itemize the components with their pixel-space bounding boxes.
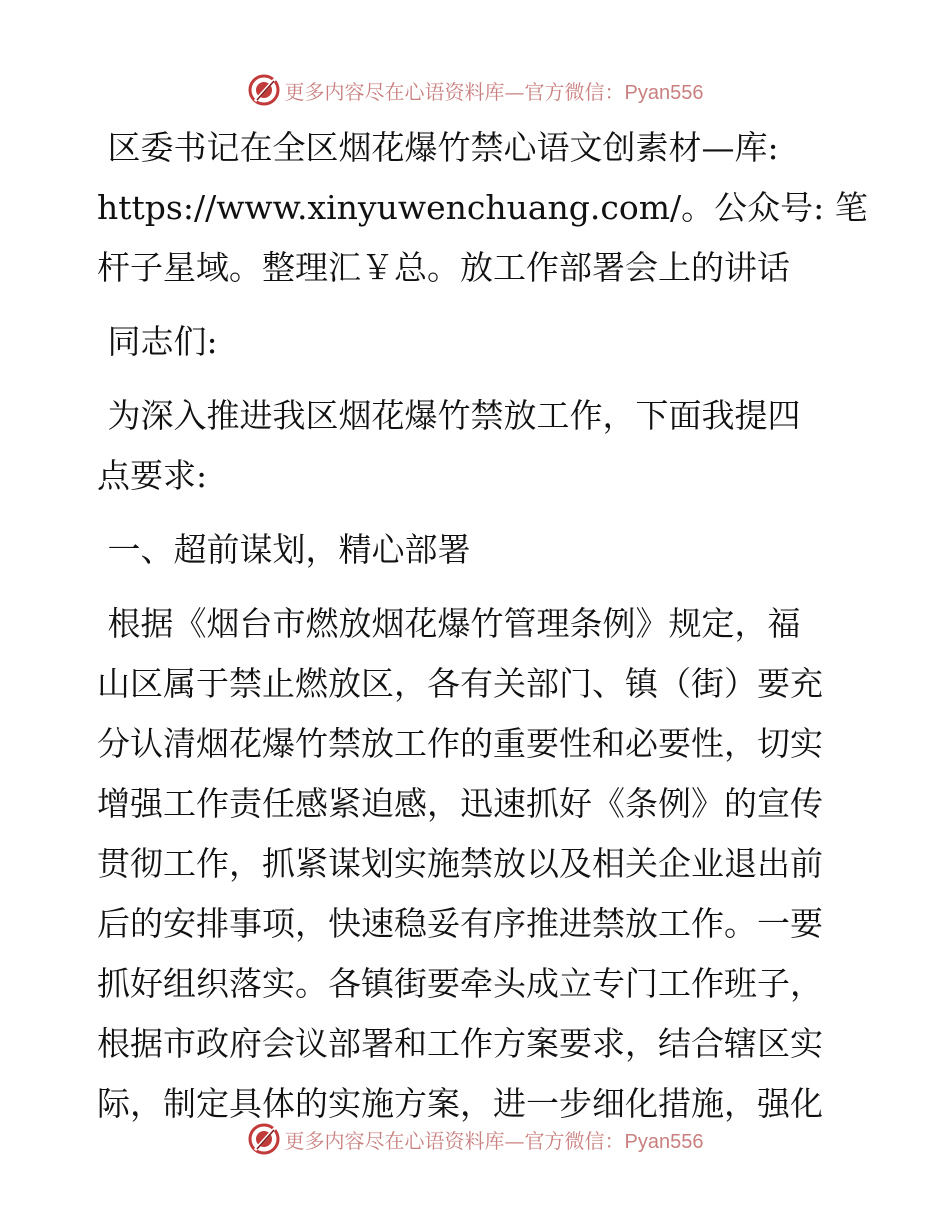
section-heading: 一、超前谋划，精心部署 — [97, 530, 471, 569]
intro-line-2: 点要求: — [97, 456, 208, 495]
body-line-2: 山区属于禁止燃放区，各有关部门、镇（街）要充 — [97, 664, 823, 703]
watermark-text: 更多内容尽在心语资料库—官方微信：Pyan556 — [284, 79, 704, 104]
title-line-3: 杆子星域。整理汇￥总。放工作部署会上的讲话 — [97, 248, 790, 287]
footer-watermark — [0, 1119, 950, 1159]
red-pen-seal-icon — [247, 1122, 281, 1156]
salutation: 同志们: — [97, 322, 218, 361]
body-line-6: 后的安排事项，快速稳妥有序推进禁放工作。一要 — [97, 904, 823, 943]
watermark-text: 更多内容尽在心语资料库—官方微信：Pyan556 — [284, 1128, 704, 1153]
body-line-3: 分认清烟花爆竹禁放工作的重要性和必要性，切实 — [97, 724, 823, 763]
body-line-4: 增强工作责任感紧迫感，迅速抓好《条例》的宣传 — [97, 784, 823, 823]
watermark-wechat-id: Pyan556 — [624, 81, 704, 104]
body-line-7: 抓好组织落实。各镇街要牵头成立专门工作班子， — [97, 964, 823, 1003]
body-line-8: 根据市政府会议部署和工作方案要求，结合辖区实 — [97, 1024, 823, 1063]
document-body — [97, 118, 868, 1134]
body-line-5: 贯彻工作，抓紧谋划实施禁放以及相关企业退出前 — [97, 844, 823, 883]
title-line-1: 区委书记在全区烟花爆竹禁心语文创素材—库: — [97, 128, 779, 167]
red-pen-seal-icon — [247, 73, 281, 107]
header-watermark — [0, 70, 950, 110]
intro-line-1: 为深入推进我区烟花爆竹禁放工作，下面我提四 — [97, 396, 801, 435]
body-line-9: 际，制定具体的实施方案，进一步细化措施，强化 — [97, 1084, 823, 1123]
title-line-2: https://www.xinyuwenchuang.com/。公众号: 笔 — [97, 188, 868, 227]
watermark-wechat-id: Pyan556 — [624, 1130, 704, 1153]
body-line-1: 根据《烟台市燃放烟花爆竹管理条例》规定，福 — [97, 604, 801, 643]
